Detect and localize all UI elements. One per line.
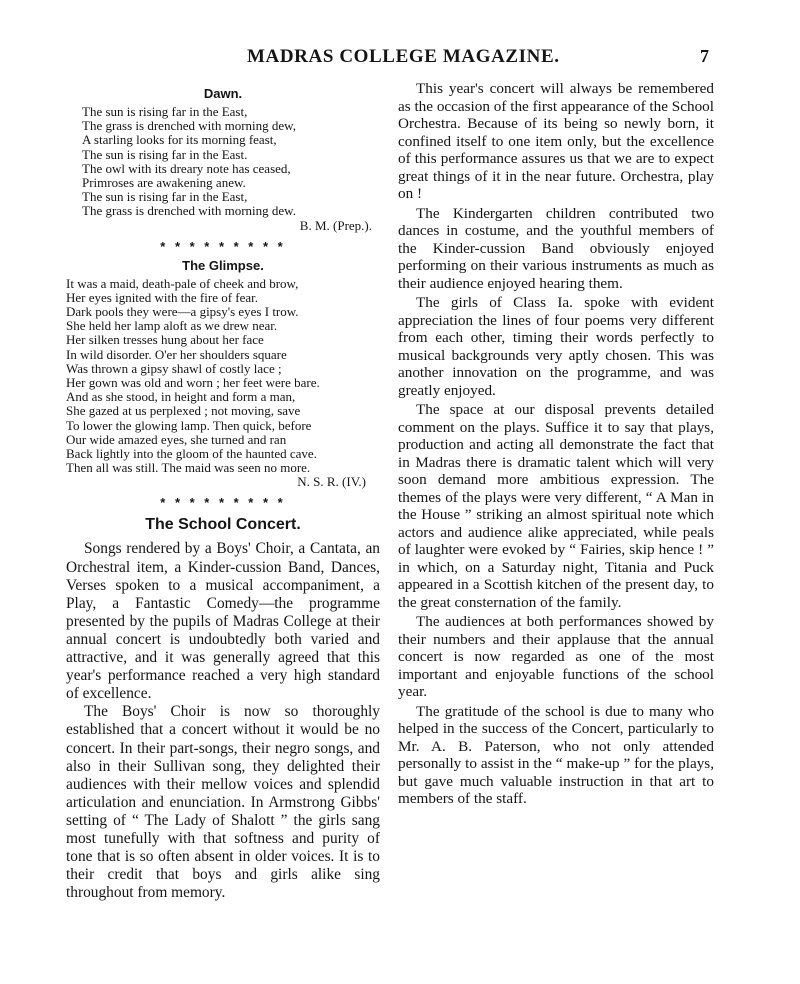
- poem-line: Was thrown a gipsy shawl of costly lace ;: [66, 360, 282, 376]
- right-column: [398, 80, 714, 808]
- poem-line: Her eyes ignited with the fire of fear.: [66, 289, 259, 305]
- poem-title-dawn: Dawn.: [203, 86, 243, 101]
- article-paragraph: Songs rendered by a Boys' Choir, a Cantata, an Orchestral item, a Kinder-cussion Band, Dances, Verses spoken to a musical accompaniment, a Play, a Fantastic Comedy—the programme presented by the pupils of Madras College at their annual concert is undoubtedly both varied and attractive, and it was generally agreed that this year's performance reached a very high standard of excellence.: [66, 540, 380, 703]
- poem-line: Then all was still. The maid was seen no more.: [66, 460, 311, 476]
- article-paragraph: This year's concert will always be remembered as the occasion of the first appearance of the School Orchestra. Because of its being so newly born, it confined itself to one item only, but the excellence of this performance assures us that we are to expect great things of it in the near future. Orchestra, play on !: [398, 80, 714, 202]
- page-header: [0, 46, 800, 70]
- poem-dawn-body: [66, 105, 380, 219]
- poem-title-glimpse: The Glimpse.: [182, 257, 264, 273]
- poem-line: The grass is drenched with morning dew,: [82, 118, 296, 134]
- poem-line: A starling looks for its morning feast,: [82, 132, 277, 148]
- article-paragraph: The audiences at both performances showed by their numbers and their applause that the annual concert is now regarded as one of the most important and enjoyable functions of the school year.: [398, 613, 714, 700]
- poem-line: Dark pools they were—a gipsy's eyes I trow.: [66, 304, 299, 320]
- poem-line: Our wide amazed eyes, she turned and ran: [66, 431, 287, 447]
- article-paragraph: The Kindergarten children contributed two dances in costume, and the youthful members of the Kinder-cussion Band obviously enjoyed performing on their various instruments as much as their audience enjoyed hearing them.: [398, 204, 714, 292]
- separator-stars: * * * * * * * * *: [160, 495, 286, 511]
- poem-line: The sun is rising far in the East,: [82, 189, 248, 205]
- article-paragraph: The gratitude of the school is due to many who helped in the success of the Concert, particularly to Mr. A. B. Paterson, who not only attended personally to assist in the “ make-up ” for the plays, but gave much valuable instruction in that art to members of the staff.: [398, 702, 714, 807]
- left-column: [66, 86, 380, 902]
- poem-author-dawn: B. M. (Prep.).: [299, 217, 372, 233]
- separator-stars: * * * * * * * * *: [160, 238, 286, 254]
- poem-line: It was a maid, death-pale of cheek and brow,: [66, 275, 299, 291]
- poem-line: To lower the glowing lamp. Then quick, before: [66, 417, 312, 433]
- magazine-title: MADRAS COLLEGE MAGAZINE.: [247, 46, 560, 67]
- poem-author-glimpse: N. S. R. (IV.): [297, 474, 366, 490]
- poem-line: Her silken tresses hung about her face: [66, 332, 264, 348]
- poem-line: She gazed at us perplexed ; not moving, save: [66, 403, 301, 419]
- section-title-concert: The School Concert.: [145, 516, 301, 534]
- poem-line: Her gown was old and worn ; her feet were bare.: [66, 375, 320, 391]
- poem-line: The owl with its dreary note has ceased,: [82, 160, 291, 176]
- poem-line: Primroses are awakening anew.: [82, 175, 246, 191]
- article-paragraph: The Boys' Choir is now so thoroughly established that a concert without it would be no concert. In their part-songs, their negro songs, and also in their Sullivan song, they delighted their audiences with their mellow voices and splendid articulation and enunciation. In Armstrong Gibbs' setting of “ The Lady of Shalott ” the girls sang most tunefully with that softness and purity of tone that is so often absent in older voices. It is to their credit that boys and girls alike sing throughout from memory.: [66, 703, 380, 902]
- poem-line: In wild disorder. O'er her shoulders square: [66, 346, 287, 362]
- poem-line: Back lightly into the gloom of the haunted cave.: [66, 446, 317, 462]
- poem-line: The grass is drenched with morning dew.: [82, 203, 296, 219]
- article-paragraph: The girls of Class Ia. spoke with evident appreciation the lines of four poems very different from each other, timing their words perfectly to musical backgrounds very aptly chosen. This was another innovation on the programme, and was greatly enjoyed.: [398, 294, 714, 399]
- poem-line: The sun is rising far in the East.: [82, 146, 248, 162]
- poem-line: The sun is rising far in the East,: [82, 104, 248, 119]
- poem-line: And as she stood, in height and form a man,: [66, 389, 296, 405]
- poem-line: She held her lamp aloft as we drew near.: [66, 318, 278, 334]
- article-paragraph: The space at our disposal prevents detailed comment on the plays. Suffice it to say that plays, production and acting all demonstrate the fact that in Madras there is dramatic talent which will very soon demand more ambitious expression. The themes of the plays were very different, “ A Man in the House ” striking an almost spiritual note which actors and audience alike appreciated, while peals of laughter were evoked by “ Fairies, skip hence ! ” in which, on a Saturday night, Titania and Puck appeared in a Scottish kitchen of the present day, to the great consternation of the family.: [398, 401, 714, 611]
- page-number: 7: [700, 46, 709, 66]
- poem-glimpse-body: [66, 277, 380, 476]
